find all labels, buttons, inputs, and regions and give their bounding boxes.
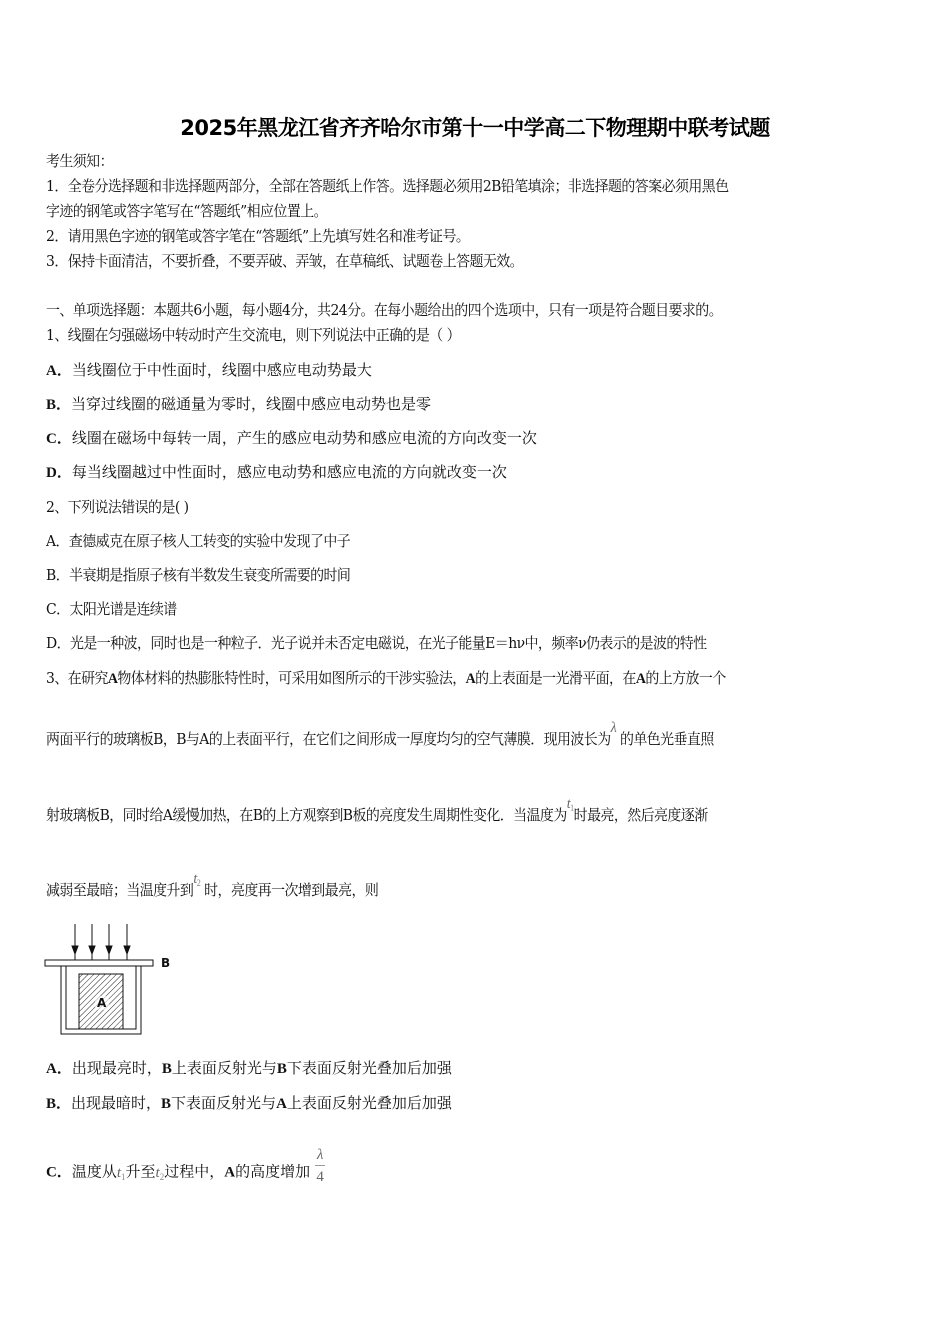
option-label: A． <box>46 363 72 379</box>
option-label: C． <box>46 1164 72 1181</box>
option-text: 半衰期是指原子核有半数发生衰变所需要的时间 <box>69 566 351 584</box>
stem-text: 两面平行的玻璃板B，B与A的上表面平行，在它们之间形成一厚度均匀的空气薄膜．现用波长为 <box>46 730 611 748</box>
question-3-stem-line-1 <box>46 668 726 689</box>
option-text: 光是一种波，同时也是一种粒子．光子说并未否定电磁说，在光子能量E＝hν中，频率ν仍表示的是波的特性 <box>70 634 707 652</box>
option-text: 上表面反射光与 <box>171 1059 277 1077</box>
option-text: 线圈在磁场中每转一周，产生的感应电动势和感应电流的方向改变一次 <box>71 429 537 447</box>
stem-text: 的上表面是一光滑平面，在 <box>475 669 636 687</box>
option-bold: A <box>276 1096 287 1112</box>
apparatus-diagram <box>44 922 184 1040</box>
question-2-option-b[interactable] <box>46 565 350 585</box>
t2-symbol: $t_2$ <box>193 871 201 888</box>
light-arrows <box>72 924 130 960</box>
question-2-option-d[interactable] <box>46 633 707 653</box>
stem-text: 时最亮，然后亮度逐渐 <box>573 806 708 824</box>
question-2-option-a[interactable] <box>46 531 350 551</box>
option-text: 过程中， <box>164 1162 225 1181</box>
notice-item-1: 1．全卷分选择题和非选择题两部分，全部在答题纸上作答。选择题必须用2B铅笔填涂；非选择题的答案必须用黑色 <box>46 177 729 195</box>
option-label: C． <box>46 431 72 447</box>
option-bold: B <box>161 1061 172 1077</box>
option-text: 的高度增加 <box>235 1162 311 1181</box>
question-3-option-b[interactable] <box>46 1093 452 1114</box>
question-1-stem: 1、线圈在匀强磁场中转动时产生交流电，则下列说法中正确的是（ ） <box>46 326 460 344</box>
notice-item-2: 2．请用黑色字迹的钢笔或答字笔在“答题纸”上先填写姓名和准考证号。 <box>46 227 470 245</box>
option-text: 太阳光谱是连续谱 <box>69 600 177 618</box>
option-label: D． <box>46 634 71 652</box>
stem-text: 物体材料的热膨胀特性时，可采用如图所示的干涉实验法， <box>117 669 466 687</box>
question-1-option-c[interactable] <box>46 428 537 449</box>
question-1-option-a[interactable] <box>46 360 372 381</box>
stem-text: 时，亮度再一次增到最亮，则 <box>204 881 379 899</box>
notice-heading: 考生须知： <box>46 152 113 170</box>
option-text: 下表面反射光叠加后加强 <box>286 1059 452 1077</box>
plate-label-b: B <box>161 956 171 970</box>
option-label: D． <box>46 465 72 481</box>
option-text: 当穿过线圈的磁通量为零时，线圈中感应电动势也是零 <box>71 395 432 413</box>
lambda-symbol: λ <box>610 720 617 736</box>
option-text: 每当线圈越过中性面时，感应电动势和感应电流的方向就改变一次 <box>71 463 507 481</box>
option-text: 出现最亮时， <box>71 1059 162 1077</box>
option-label: A． <box>46 532 69 550</box>
t1-symbol: $t_1$ <box>116 1164 126 1182</box>
question-3-stem-line-3 <box>46 796 708 827</box>
option-bold: B <box>161 1096 172 1112</box>
question-3-option-c[interactable] <box>46 1147 325 1194</box>
notice-item-3: 3．保持卡面清洁，不要折叠，不要弄破、弄皱，在草稿纸、试题卷上答题无效。 <box>46 252 524 270</box>
option-label: C． <box>46 600 70 618</box>
stem-bold: A <box>107 671 118 687</box>
stem-text: 减弱至最暗；当温度升到 <box>46 881 194 899</box>
option-text: 查德威克在原子核人工转变的实验中发现了中子 <box>68 532 351 550</box>
option-bold: B <box>276 1061 287 1077</box>
stem-bold: A <box>465 671 476 687</box>
fraction-denominator: 4 <box>316 1169 324 1185</box>
option-label: B． <box>46 566 70 584</box>
option-text: 温度从 <box>71 1162 117 1181</box>
option-text: 上表面反射光叠加后加强 <box>286 1094 452 1112</box>
question-3-option-a[interactable] <box>46 1058 452 1079</box>
option-label: B． <box>46 1096 72 1112</box>
stem-text: 射玻璃板B，同时给A缓慢加热，在B的上方观察到B板的亮度发生周期性变化．当温度为 <box>46 806 567 824</box>
interference-apparatus-figure <box>44 922 184 1040</box>
option-label: B． <box>46 397 72 413</box>
question-1-option-d[interactable] <box>46 462 507 483</box>
question-2-option-c[interactable] <box>46 599 177 619</box>
t2-symbol: $t_2$ <box>155 1164 165 1182</box>
lambda-over-four-fraction <box>315 1145 326 1188</box>
stem-text: 的单色光垂直照 <box>619 730 714 748</box>
option-label: A． <box>46 1061 72 1077</box>
question-3-stem-line-2 <box>46 720 714 750</box>
option-text: 升至 <box>125 1162 156 1181</box>
stem-text: 3、在研究 <box>46 669 108 687</box>
block-label-a: A <box>97 996 107 1010</box>
question-3-stem-line-4 <box>46 871 379 902</box>
notice-item-1-cont: 字迹的钢笔或答字笔写在“答题纸”相应位置上。 <box>46 202 327 220</box>
option-bold: A <box>224 1164 236 1181</box>
stem-text: 的上方放一个 <box>645 669 726 687</box>
option-text: 出现最暗时， <box>71 1094 162 1112</box>
page-title: 2025年黑龙江省齐齐哈尔市第十一中学高二下物理期中联考试题 <box>180 116 770 140</box>
t1-symbol: $t_1$ <box>566 796 574 813</box>
fraction-numerator: λ <box>315 1145 326 1166</box>
stem-bold: A <box>635 671 646 687</box>
question-1-option-b[interactable] <box>46 394 431 415</box>
section-heading: 一、单项选择题：本题共6小题，每小题4分，共24分。在每小题给出的四个选项中，只有一项是符合题目要求的。 <box>46 301 723 319</box>
option-text: 下表面反射光与 <box>171 1094 277 1112</box>
option-text: 当线圈位于中性面时，线圈中感应电动势最大 <box>71 361 372 379</box>
question-2-stem: 2、下列说法错误的是( ) <box>46 498 189 516</box>
